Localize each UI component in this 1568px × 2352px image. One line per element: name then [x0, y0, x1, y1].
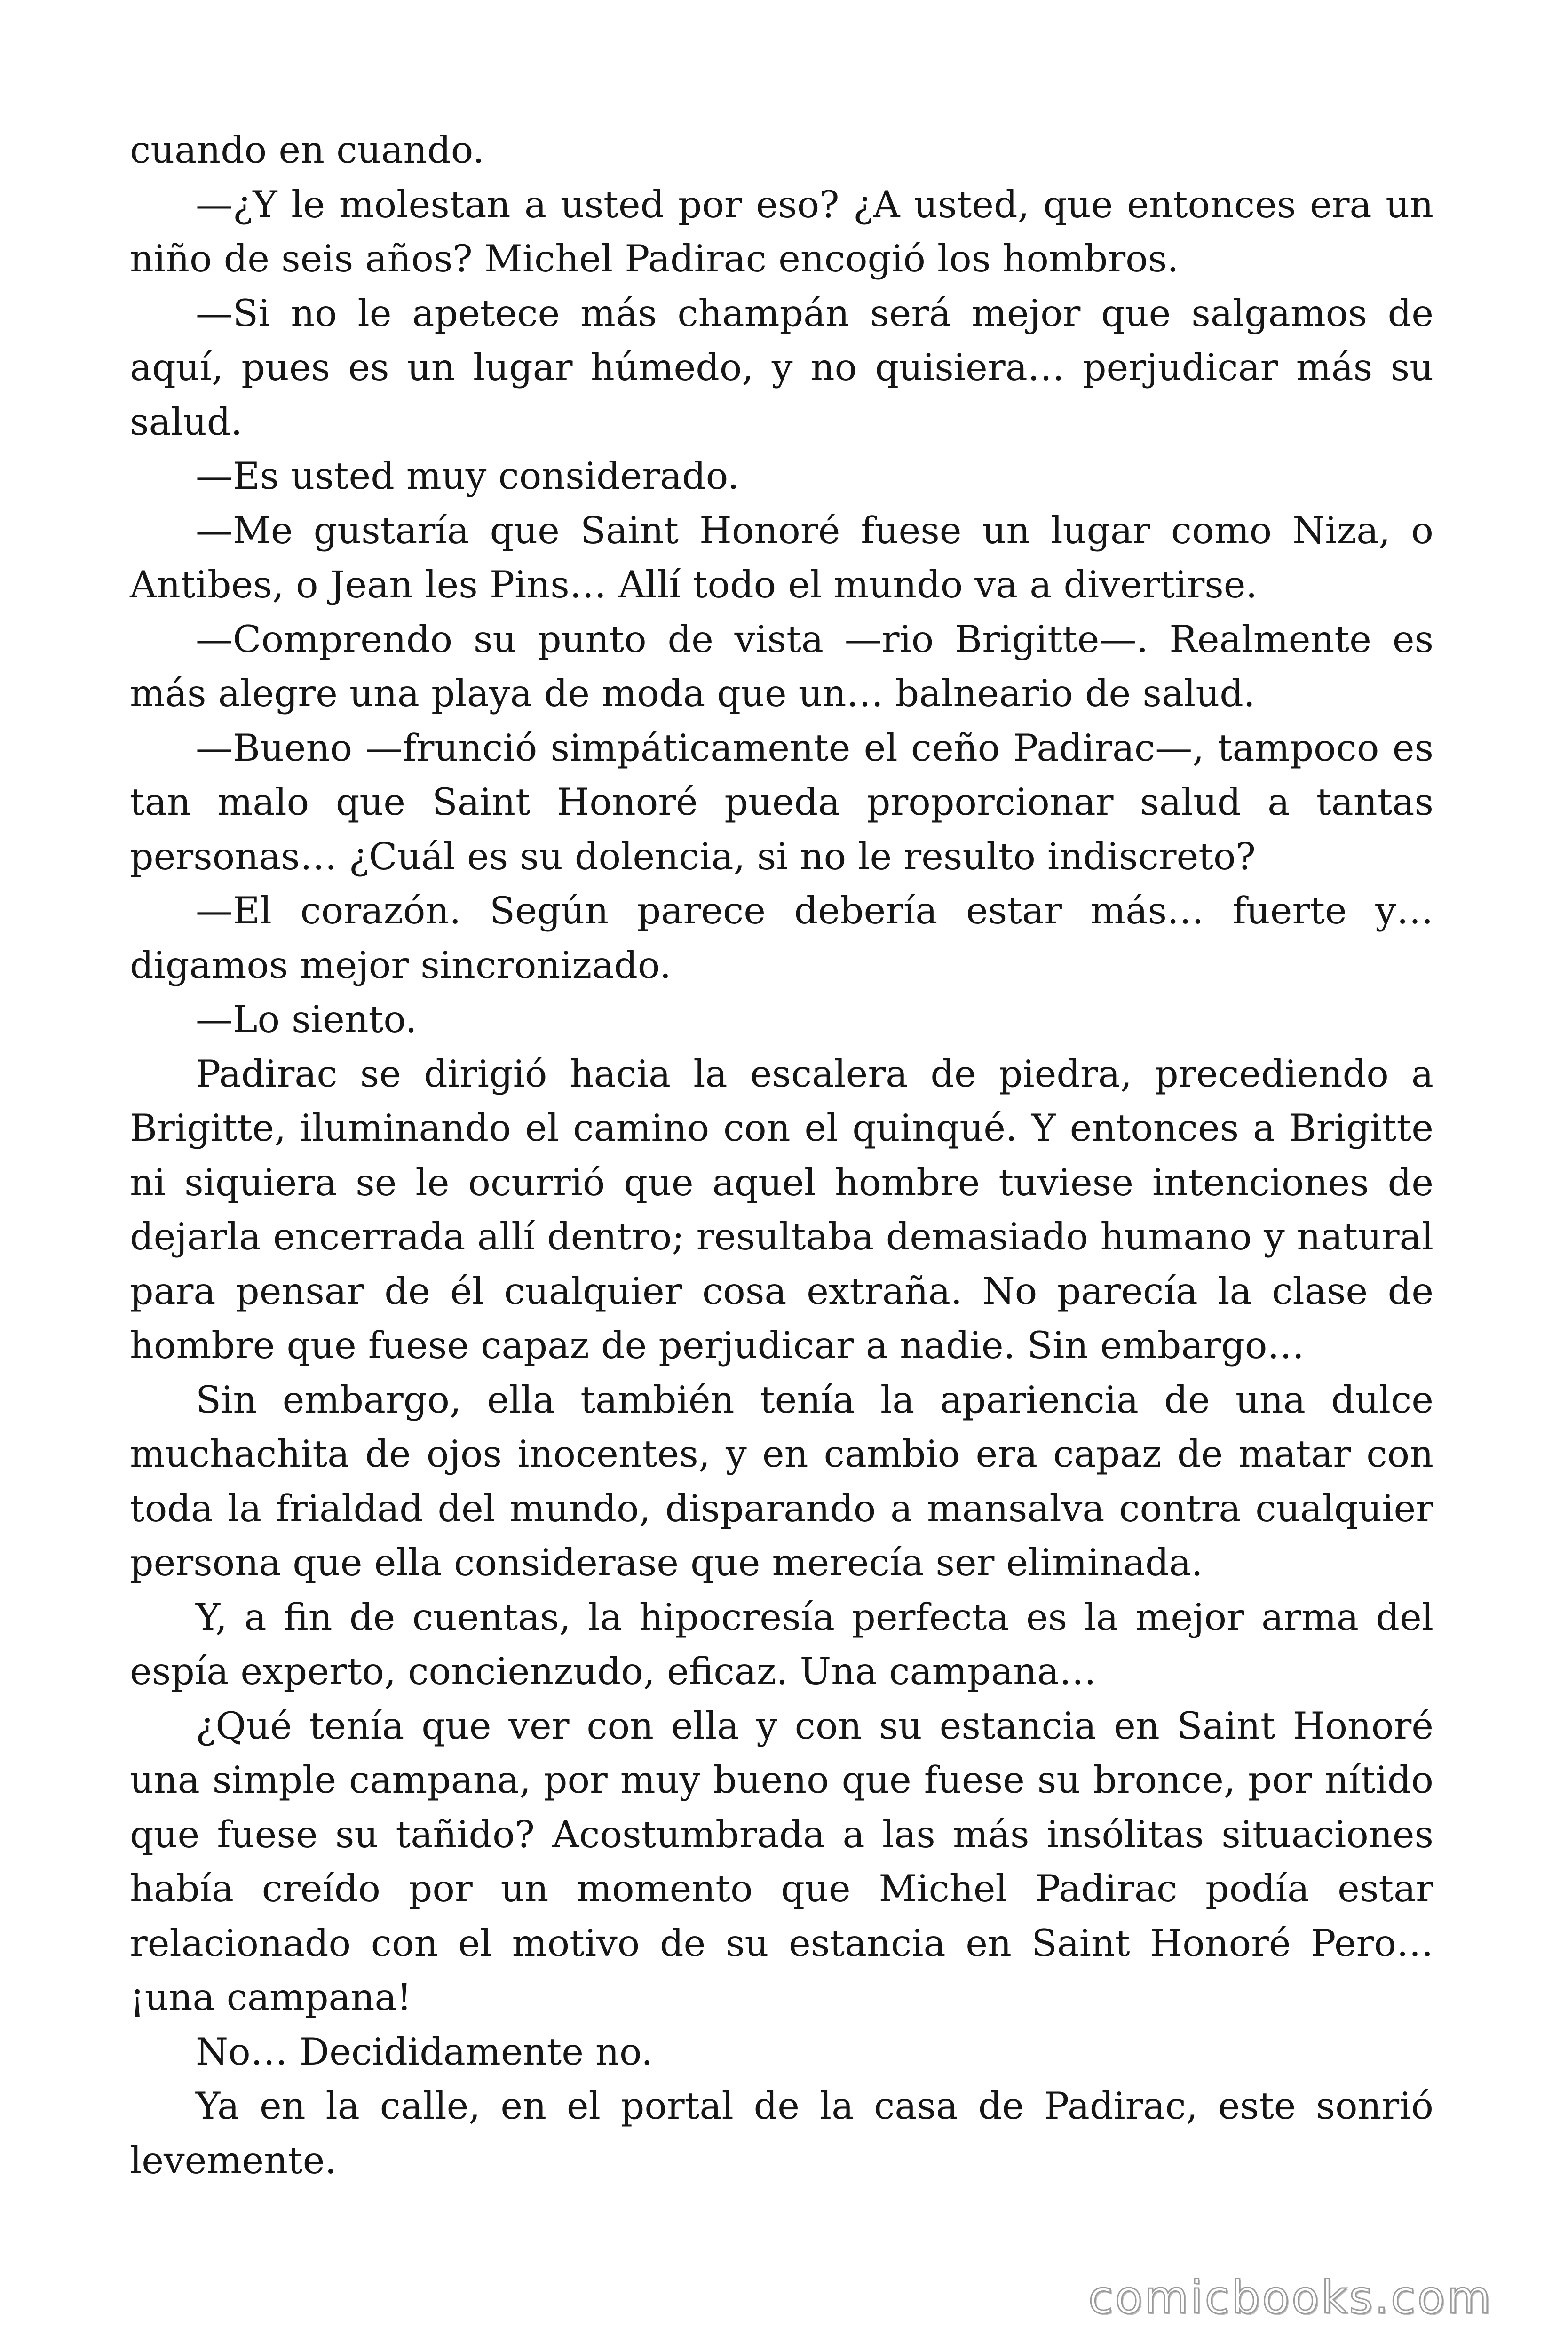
paragraph-9: —Lo siento. — [196, 998, 417, 1041]
paragraph-15: Ya en la calle, en el portal de la casa de Padirac, este sonrió levemente. — [130, 2084, 1433, 2182]
paragraph-10: Padirac se dirigió hacia la escalera de piedra, precediendo a Brigitte, iluminando el camino con el quinqué. Y entonces a Brigitte ni siquiera se le ocurrió que aquel hombre tuviese intenciones de dejarla encerrada allí dentro; resultaba demasiado humano y natural para pensar de él cualquier cosa extraña. No parecía la clase de hombre que fuese capaz de perjudicar a nadie. Sin embargo… — [130, 1052, 1433, 1367]
paragraph-5: —Me gustaría que Saint Honoré fuese un lugar como Niza, o Antibes, o Jean les Pins… Allí todo el mundo va a divertirse. — [130, 509, 1433, 606]
paragraph-2: —¿Y le molestan a usted por eso? ¿A usted, que entonces era un niño de seis años? Michel Padirac encogió los hombros. — [130, 183, 1433, 280]
paragraph-6: —Comprendo su punto de vista —rio Brigitte—. Realmente es más alegre una playa de moda que un… balneario de salud. — [130, 617, 1433, 715]
paragraph-14: No… Decididamente no. — [196, 2030, 653, 2074]
paragraph-13: ¿Qué tenía que ver con ella y con su estancia en Saint Honoré una simple campana, por muy bueno que fuese su bronce, por nítido que fuese su tañido? Acostumbrada a las más insólitas situaciones había creído por un momento que Michel Padirac podía estar relacionado con el motivo de su estancia en Saint Honoré Pero… ¡una campana! — [130, 1704, 1433, 2019]
paragraph-3: —Si no le apetece más champán será mejor que salgamos de aquí, pues es un lugar húmedo, y no quisiera… perjudicar más su salud. — [130, 291, 1433, 444]
paragraph-7: —Bueno —frunció simpáticamente el ceño Padirac—, tampoco es tan malo que Saint Honoré pueda proporcionar salud a tantas personas… ¿Cuál es su dolencia, si no le resulto indiscreto? — [130, 726, 1433, 878]
paragraph-12: Y, a fin de cuentas, la hipocresía perfecta es la mejor arma del espía experto, concienzudo, eficaz. Una campana… — [130, 1595, 1433, 1693]
paragraph-4: —Es usted muy considerado. — [196, 454, 739, 498]
watermark-logo: comicbooks.com — [1088, 2271, 1493, 2324]
paragraph-8: —El corazón. Según parece debería estar más… fuerte y… digamos mejor sincronizado. — [130, 889, 1433, 987]
paragraph-11: Sin embargo, ella también tenía la apariencia de una dulce muchachita de ojos inocentes, y en cambio era capaz de matar con toda la frialdad del mundo, disparando a mansalva contra cualquier persona que ella considerase que merecía ser eliminada. — [130, 1378, 1433, 1584]
paragraph-1: cuando en cuando. — [130, 128, 485, 172]
page-body — [130, 123, 1433, 2188]
